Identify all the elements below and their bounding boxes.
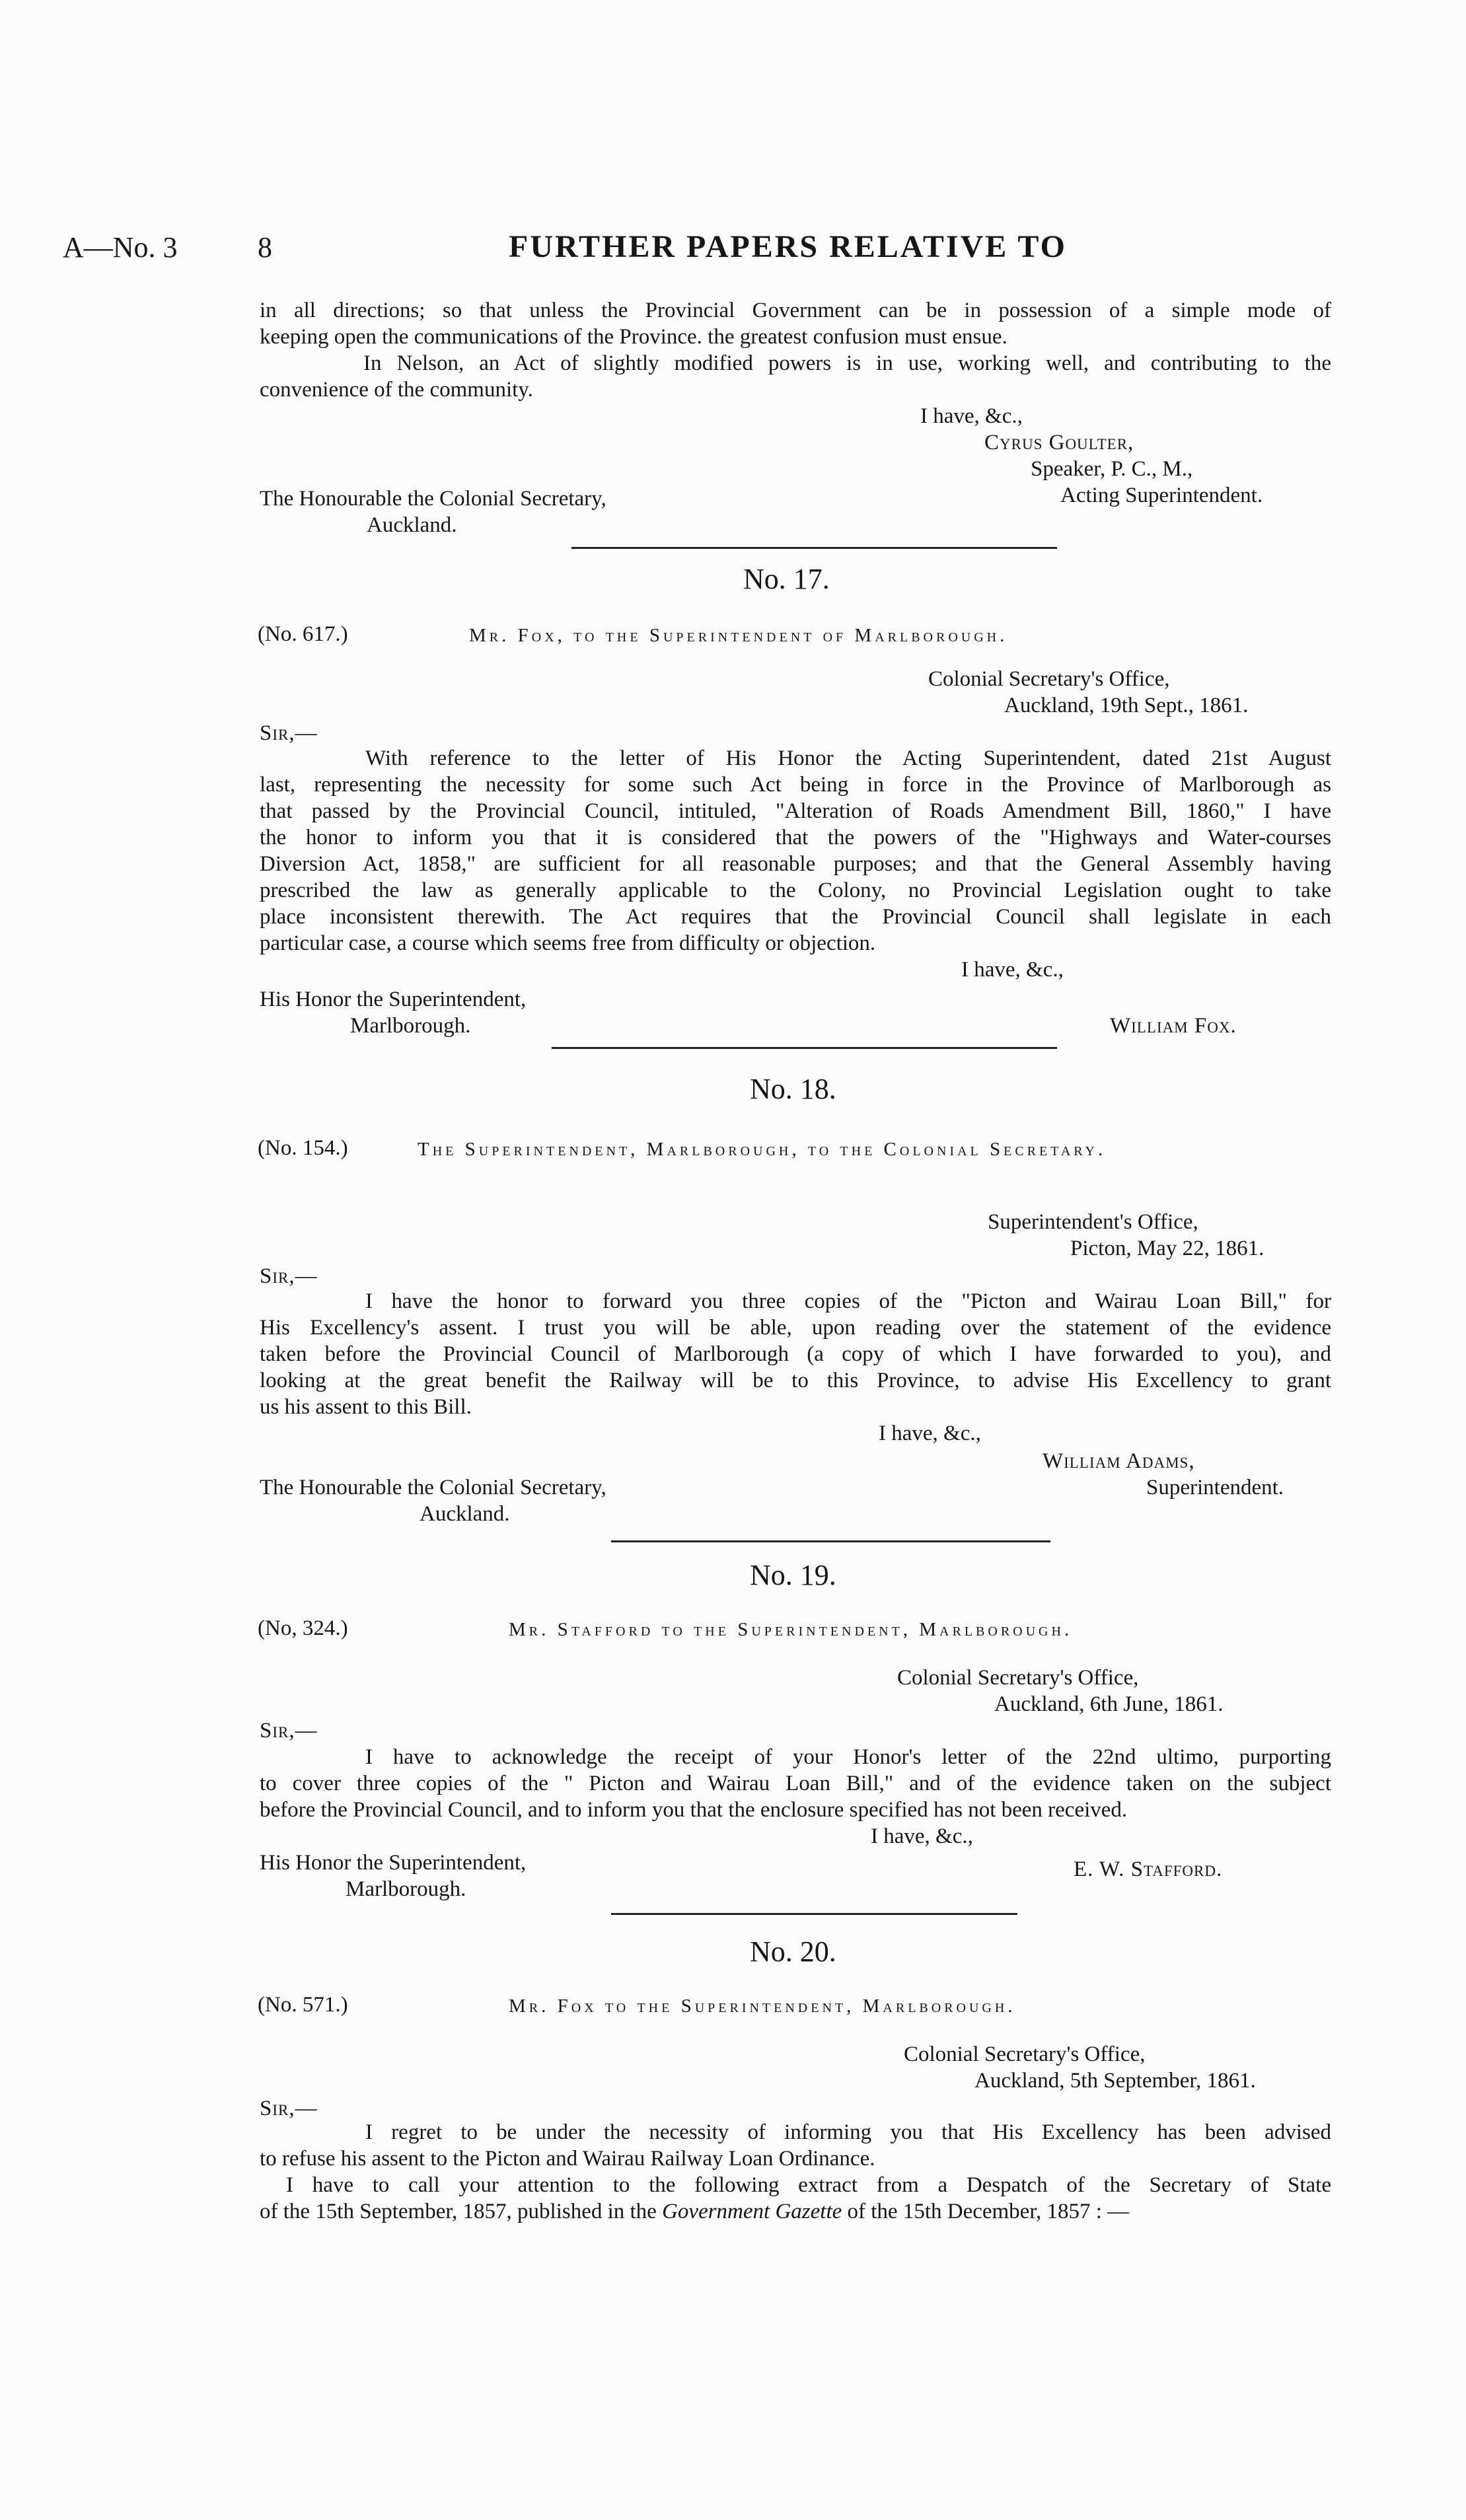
letter-number: No. 19. <box>750 1559 836 1591</box>
addressee-place: Marlborough. <box>350 1014 471 1038</box>
separator-rule <box>611 1540 1050 1542</box>
salutation: Sir,— <box>260 1264 318 1288</box>
letter-heading: Mr. Fox to the Superintendent, Marlborough. <box>509 1996 1016 2017</box>
salutation: Sir,— <box>260 721 318 745</box>
letter-heading: Mr. Fox, to the Superintendent of Marlborough. <box>469 625 1008 646</box>
separator-rule <box>552 1047 1057 1049</box>
place-date: Picton, May 22, 1861. <box>1070 1237 1264 1260</box>
letter-number: No. 18. <box>750 1073 836 1105</box>
signer-title: Acting Superintendent. <box>1060 484 1263 507</box>
letter-ref: (No. 154.) <box>258 1136 348 1160</box>
addressee-place: Auckland. <box>420 1502 510 1526</box>
page-number: 8 <box>258 231 272 264</box>
signature: William Fox. <box>1110 1014 1237 1038</box>
closing-formula: I have, &c., <box>961 958 1064 982</box>
letter-ref: (No. 617.) <box>258 622 348 646</box>
separator-rule <box>571 547 1057 549</box>
office: Colonial Secretary's Office, <box>904 2042 1146 2066</box>
running-title: FURTHER PAPERS RELATIVE TO <box>509 229 1067 264</box>
place-date: Auckland, 19th Sept., 1861. <box>1004 694 1249 717</box>
letter-ref: (No, 324.) <box>258 1616 348 1640</box>
signature: Cyrus Goulter, <box>984 431 1134 454</box>
letter-number: No. 20. <box>750 1935 836 1968</box>
office: Superintendent's Office, <box>988 1210 1198 1234</box>
addressee-place: Marlborough. <box>346 1877 466 1901</box>
office: Colonial Secretary's Office, <box>897 1666 1139 1690</box>
signature: E. W. Stafford. <box>1074 1857 1223 1881</box>
salutation: Sir,— <box>260 2097 318 2120</box>
closing-formula: I have, &c., <box>871 1824 973 1848</box>
doc-reference: A—No. 3 <box>63 231 178 264</box>
place-date: Auckland, 6th June, 1861. <box>994 1692 1224 1716</box>
addressee: His Honor the Superintendent, <box>260 988 527 1011</box>
signer-title: Speaker, P. C., M., <box>1031 457 1193 481</box>
addressee: His Honor the Superintendent, <box>260 1851 527 1875</box>
addressee: The Honourable the Colonial Secretary, <box>260 487 606 511</box>
letter-ref: (No. 571.) <box>258 1993 348 2017</box>
addressee: The Honourable the Colonial Secretary, <box>260 1476 606 1499</box>
office: Colonial Secretary's Office, <box>928 667 1170 691</box>
addressee-place: Auckland. <box>367 513 457 537</box>
salutation: Sir,— <box>260 1719 318 1743</box>
letter-number: No. 17. <box>743 563 830 595</box>
letter-heading: The Superintendent, Marlborough, to the Colonial Secretary. <box>418 1139 1107 1160</box>
closing-formula: I have, &c., <box>920 404 1023 428</box>
place-date: Auckland, 5th September, 1861. <box>974 2069 1256 2093</box>
letter-heading: Mr. Stafford to the Superintendent, Marlborough. <box>509 1619 1073 1640</box>
closing-formula: I have, &c., <box>879 1422 981 1445</box>
signer-title: Superintendent. <box>1146 1476 1284 1499</box>
separator-rule <box>611 1913 1017 1915</box>
signature: William Adams, <box>1043 1449 1195 1473</box>
